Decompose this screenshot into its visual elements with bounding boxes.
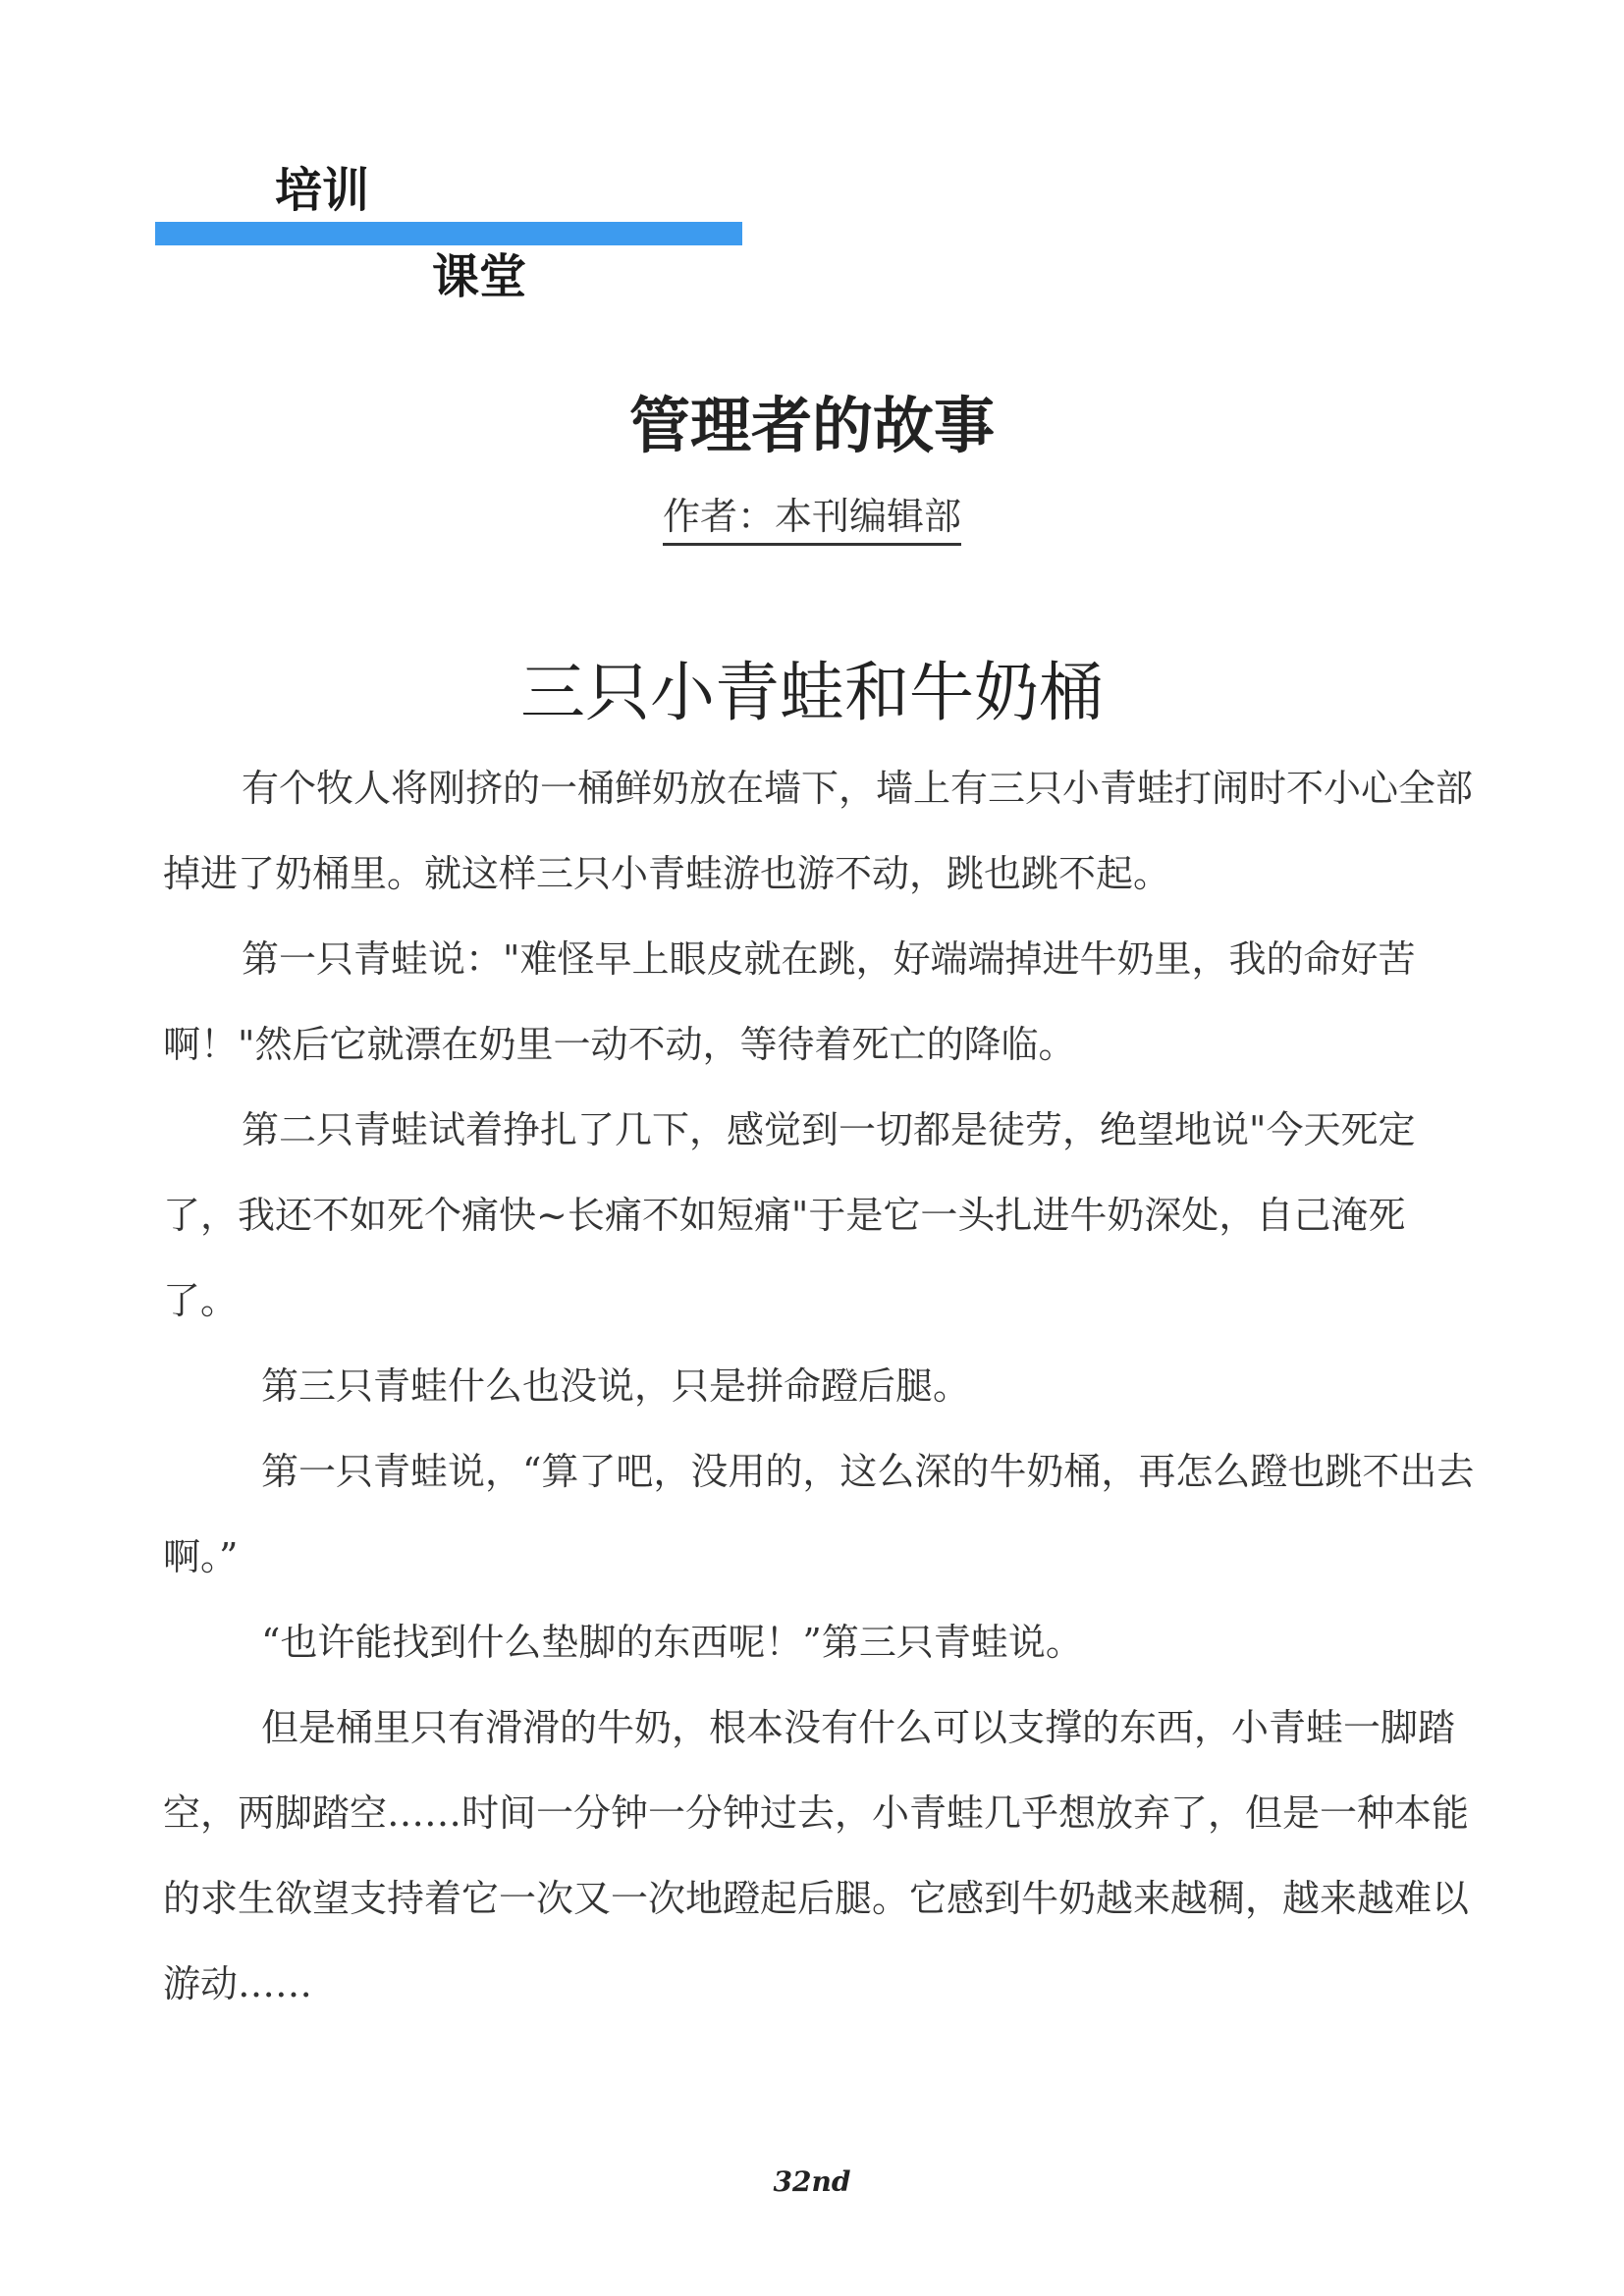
paragraph: “也许能找到什么垫脚的东西呢！”第三只青蛙说。: [261, 1621, 1083, 1664]
section-label-bottom: 课堂: [432, 249, 527, 304]
article-title: 三只小青蛙和牛奶桶: [520, 655, 1104, 730]
byline-container: [0, 496, 1624, 546]
paragraph: 有个牧人将刚挤的一桶鲜奶放在墙下，墙上有三只小青蛙打闹时不小心全部掉进了奶桶里。就这样三只小青蛙游也游不动，跳也跳不起。: [163, 767, 1474, 895]
section-accent-bar: [155, 222, 742, 245]
paragraph: 第三只青蛙什么也没说，只是拼命蹬后腿。: [261, 1364, 971, 1408]
page-number: 32nd: [773, 2165, 851, 2198]
paragraph: 第一只青蛙说，“算了吧，没用的，这么深的牛奶桶，再怎么蹬也跳不出去啊。”: [163, 1450, 1475, 1578]
paragraph: 但是桶里只有滑滑的牛奶，根本没有什么可以支撑的东西，小青蛙一脚踏空，两脚踏空……时间一分钟一分钟过去，小青蛙几乎想放弃了，但是一种本能的求生欲望支持着它一次又一次地蹬起后腿。它感到牛奶越来越稠，越来越难以游动……: [163, 1706, 1470, 2005]
article-body: [163, 746, 1475, 2027]
column-title: 管理者的故事: [628, 390, 995, 461]
paragraph: 第二只青蛙试着挣扎了几下，感觉到一切都是徒劳，绝望地说"今天死定了，我还不如死个痛快~长痛不如短痛"于是它一头扎进牛奶深处，自己淹死了。: [163, 1108, 1416, 1322]
section-label-top: 培训: [275, 163, 370, 218]
byline: 作者：本刊编辑部: [663, 496, 961, 546]
paragraph: 第一只青蛙说："难怪早上眼皮就在跳，好端端掉进牛奶里，我的命好苦啊！"然后它就漂在奶里一动不动，等待着死亡的降临。: [163, 937, 1416, 1066]
